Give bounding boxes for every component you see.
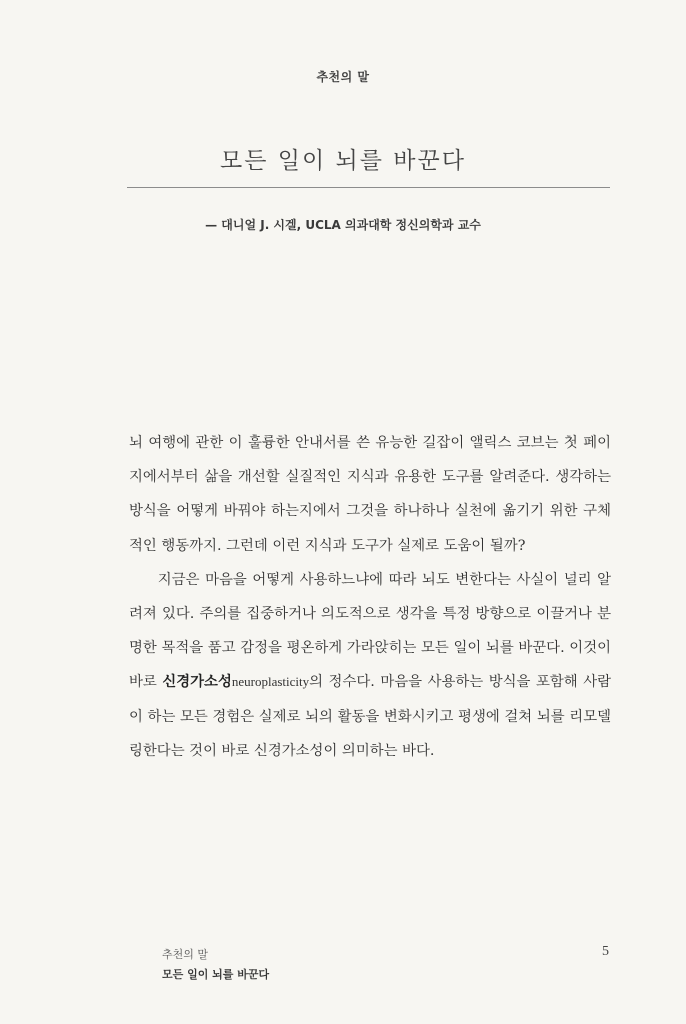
paragraph-2-start: 지금은 마음을 어떻게 사용하느냐에 따라 뇌도 변한다는 사실이 널리 알려져 있다. 주의를 집중하거나 의도적으로 생각을 특정 방향으로 이끌거나 분명한 목적을 품고 감정을 평온하게 가라앉히는 모든 일이 뇌를 바꾼다. 이것이 바로: [129, 571, 611, 691]
title-divider: [127, 187, 610, 188]
page-title: 모든 일이 뇌를 바꾼다: [220, 148, 466, 174]
key-term: 신경가소성: [162, 674, 232, 691]
section-label: 추천의 말: [316, 70, 370, 84]
body-text: [129, 426, 611, 768]
key-term-latin: neuroplasticity: [231, 674, 310, 690]
paragraph-1: 뇌 여행에 관한 이 훌륭한 안내서를 쓴 유능한 길잡이 앨릭스 코브는 첫 페이지에서부터 삶을 개선할 실질적인 지식과 유용한 도구를 알려준다. 생각하는 방식을 어떻게 바꿔야 하는지에서 그것을 하나하나 실천에 옮기기 위한 구체적인 행동까지. 그런데 이런 지식과 도구가 실제로 도움이 될까?: [129, 435, 611, 554]
footer-title: 모든 일이 뇌를 바꾼다: [162, 968, 270, 981]
author-byline: — 대니얼 J. 시겔, UCLA 의과대학 정신의학과 교수: [205, 218, 481, 232]
paragraph-2: [129, 563, 611, 768]
paragraph-2-end: 의 정수다. 마음을 사용하는 방식을 포함해 사람이 하는 모든 경험은 실제로 뇌의 활동을 변화시키고 평생에 걸쳐 뇌를 리모델링한다는 것이 바로 신경가소성이 의미하는 바다.: [129, 674, 611, 759]
footer-section-label: 추천의 말: [162, 948, 209, 961]
page-number: 5: [602, 944, 609, 959]
